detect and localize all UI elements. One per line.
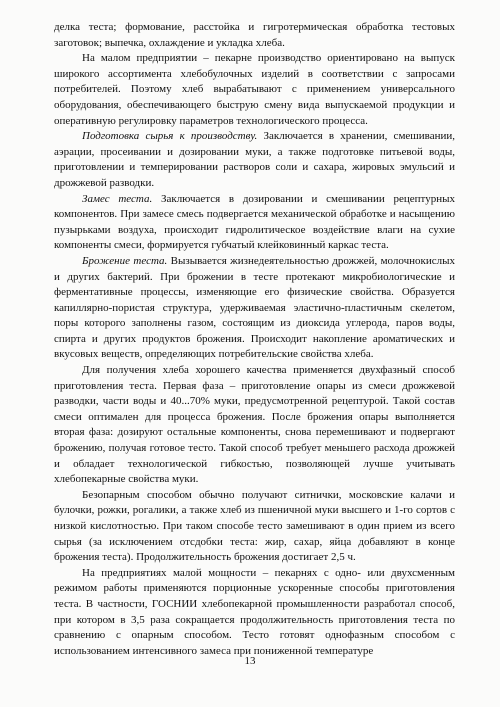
page-body xyxy=(54,20,455,659)
paragraph-text: Вызывается жизнедеятельностью дрожжей, молочнокислых и других бактерий. При брожении в тесте протекают микробиологические и ферментативные процессы, изменяющие его физические свойства. Образуется капиллярно-пористая структура, удерживаемая эластично-пластичным скелетом, поры которого заполнены газом, состоящим из диоксида углерода, паров воды, спирта и других продуктов брожения. Происходит накопление ароматических и вкусовых веществ, определяющих потребительские свойства хлеба. xyxy=(54,254,455,361)
paragraph-lead: Подготовка сырья к производству. xyxy=(82,130,258,143)
paragraph-raw-material-prep xyxy=(54,129,455,191)
paragraph-text: Заключается в дозировании и смешивании рецептурных компонентов. При замесе смесь подвергается механической обработке и насыщению пузырьками воздуха, происходит гидролитическое воздействие влаги на сухие компоненты смеси, формируется губчатый клейковинный каркас теста. xyxy=(54,192,455,252)
paragraph xyxy=(54,488,455,566)
paragraph-dough-kneading xyxy=(54,192,455,254)
paragraph-text: Для получения хлеба хорошего качества применяется двухфазный способ приготовления теста. Первая фаза – приготовление опары из смеси дрожжевой разводки, части воды и 40...70% муки, предусмотренной рецептурой. Такой состав смеси оптимален для процесса брожения. После брожения опары выполняется вторая фаза: дозируют остальные компоненты, снова перемешивают и подвергают брожению, получая готовое тесто. Такой способ требует меньшего расхода дрожжей и обладает технологической гибкостью, позволяющей лучше учитывать хлебопекарные свойства муки. xyxy=(54,364,455,486)
paragraph-text: На малом предприятии – пекарне производство ориентировано на выпуск широкого ассортимента хлебобулочных изделий в соответствии с запросами потребителей. Поэтому хлеб вырабатывают с применением универсального оборудования, обеспечивающего быструю смену вида выпускаемой продукции и оперативную регулировку параметров технологического процесса. xyxy=(54,52,455,127)
page-number: 13 xyxy=(244,655,256,667)
paragraph-lead: Замес теста. xyxy=(82,192,153,205)
paragraph-lead: Брожение теста. xyxy=(82,254,168,267)
paragraph xyxy=(54,566,455,660)
paragraph-text: делка теста; формование, расстойка и гигротермическая обработка тестовых заготовок; выпечка, охлаждение и укладка хлеба. xyxy=(54,21,455,49)
paragraph-text: Заключается в хранении, смешивании, аэрации, просеивании и дозировании муки, а также подготовке питьевой воды, приготовлении и темперировании растворов соли и сахара, жировых эмульсий и дрожжевой разводки. xyxy=(54,130,455,189)
paragraph-text: Безопарным способом обычно получают ситнички, московские калачи и булочки, рожки, рогалики, а также хлеб из пшеничной муки высшего и 1-го сортов с низкой кислотностью. При таком способе тесто замешивают в один прием из всего сырья (за исключением отсдобки теста: жир, сахар, яйца добавляют в конце брожения теста). Продолжительность брожения достигает 2,5 ч. xyxy=(54,488,455,564)
paragraph-text: На предприятиях малой мощности – пекарнях с одно- или двухсменным режимом работы применяются порционные ускоренные способы приготовления теста. В частности, ГОСНИИ хлебопекарной промышленности разработал способ, при котором в 3,5 раза сокращается продолжительность приготовления теста по сравнению с опарным способом. Тесто готовят однофазным способом с использованием интенсивного замеса при пониженной температуре xyxy=(54,566,455,657)
paragraph-continued xyxy=(54,20,455,51)
paragraph xyxy=(54,363,455,488)
paragraph-dough-fermentation xyxy=(54,254,455,363)
paragraph xyxy=(54,51,455,129)
